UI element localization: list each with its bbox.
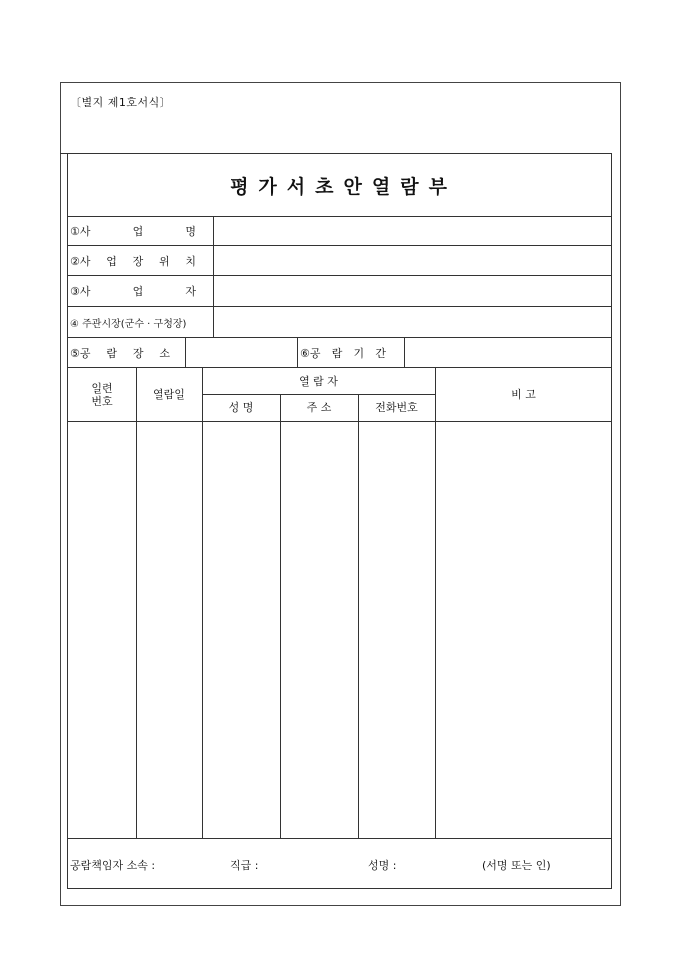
name-header: 성 명 <box>228 401 254 414</box>
title-char: 서 <box>286 175 308 198</box>
title-char: 열 <box>371 175 393 198</box>
form-number-label: 〔별지 제1호서식〕 <box>70 96 172 109</box>
title-char: 평 <box>230 175 251 198</box>
column-line <box>280 394 281 838</box>
remarks-header: 비 고 <box>511 388 536 401</box>
signer-name-label: 성명 : <box>368 859 397 872</box>
phone-header: 전화번호 <box>375 401 418 414</box>
title-char: 부 <box>428 175 449 198</box>
inspection-register-form <box>67 153 612 889</box>
serial-number-header: 일련 번호 <box>91 381 113 408</box>
signature-label: (서명 또는 인) <box>482 859 551 872</box>
column-line <box>202 368 203 838</box>
business-operator-field[interactable] <box>214 276 612 306</box>
title-char: 람 <box>400 175 421 198</box>
form-title <box>68 154 611 217</box>
business-operator-row <box>68 276 611 307</box>
address-header: 주 소 <box>306 401 332 414</box>
viewer-header: 열 람 자 <box>299 374 338 388</box>
column-line <box>358 394 359 838</box>
header-bottom-line <box>68 421 612 422</box>
business-operator-label: ③사 업 자 <box>68 276 214 306</box>
business-location-field[interactable] <box>214 246 612 275</box>
inspection-period-field[interactable] <box>405 338 612 367</box>
title-char: 안 <box>343 175 364 198</box>
business-name-field[interactable] <box>214 216 612 245</box>
viewing-date-header: 열람일 <box>153 388 185 401</box>
header-divider <box>202 394 435 395</box>
rank-label: 직급 : <box>230 859 259 872</box>
business-name-row <box>68 216 611 246</box>
business-location-row <box>68 246 611 276</box>
form-footer <box>68 838 611 888</box>
business-name-label: ①사 업 명 <box>68 216 214 245</box>
title-char: 초 <box>315 175 336 198</box>
inspection-period-label: ⑥공 람 기 간 <box>298 338 405 367</box>
column-line <box>136 368 137 838</box>
responsible-affiliation-label: 공람책임자 소속 : <box>70 859 156 872</box>
supervising-mayor-row <box>68 307 611 338</box>
inspection-place-field[interactable] <box>186 338 298 367</box>
supervising-mayor-label: ④ 주관시장(군수 · 구청장) <box>68 307 214 337</box>
title-char: 가 <box>258 175 279 198</box>
inspection-place-period-row <box>68 338 611 368</box>
business-location-label: ②사 업 장 위 치 <box>68 246 214 275</box>
supervising-mayor-field[interactable] <box>214 307 612 337</box>
column-line <box>435 368 436 838</box>
inspection-place-label: ⑤공 람 장 소 <box>68 338 186 367</box>
